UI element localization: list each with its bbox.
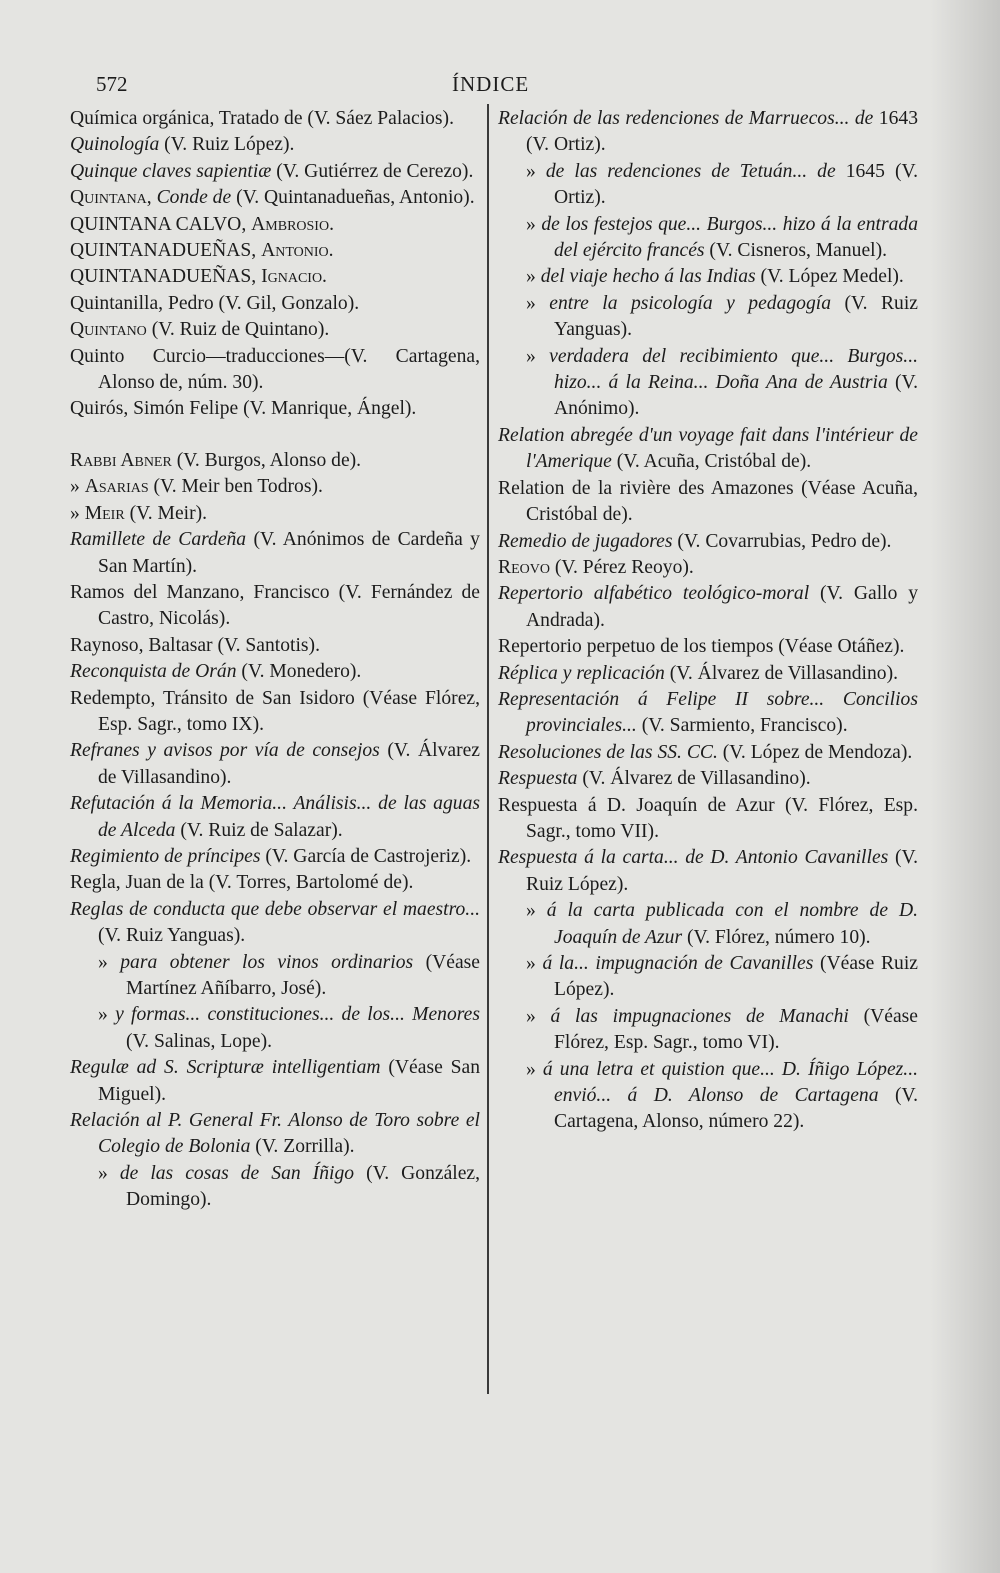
entry-text: (V. Anónimo). [554,372,918,420]
entry-text: Relation de la rivière des Amazones (Véase Acuña, Cristóbal de). [498,477,918,526]
entry-text: (V. Acuña, Cristóbal de). [611,451,812,473]
entry-text: QUINTANADUEÑAS, [70,266,262,288]
entry-text: Remedio de jugadores [498,530,673,552]
entry-text: (V. Álvarez de Villasandino). [577,768,811,790]
index-entry [70,185,480,211]
entry-text: Raynoso, Baltasar (V. Santotis). [70,634,320,656]
entry-text: » [70,502,85,524]
entry-text: de los festejos que... Burgos... hizo á la entrada del ejército francés [541,213,918,262]
entry-text: Conde de [156,187,232,209]
entry-text: Quintana, [70,187,152,209]
entry-text: entre la psicología y pedagogía [549,292,831,314]
index-entry [70,950,480,1003]
entry-text: (V. González, Domingo). [126,1162,480,1211]
index-entry [498,423,918,476]
index-entry [70,738,480,791]
index-entry [70,159,480,185]
index-entry [498,1004,918,1057]
entry-text: QUINTANADUEÑAS, [70,240,262,262]
entry-text: Quinque claves sapientiæ [70,160,272,182]
entry-text: de las redenciones de Tetuán... de [545,160,836,182]
entry-text: Quirós, Simón Felipe (V. Manrique, Ángel). [70,398,417,420]
index-entry [70,264,480,290]
entry-text: » [98,1162,120,1184]
entry-text: » [526,213,542,235]
entry-text: (V. Gutiérrez de Cerezo). [271,160,474,182]
entry-text: Rabbi Abner [70,449,172,471]
entry-text: (V. Monedero). [236,661,362,683]
index-entry [70,396,480,422]
index-entry [70,474,480,500]
entry-text: » [526,1058,543,1080]
index-entry [498,687,918,740]
entry-text: (V. Álvarez de Villasandino). [664,662,899,684]
index-entry [498,555,918,581]
entry-text: » [526,292,550,314]
entry-text: (V. Álvarez de Villasandino). [98,740,480,788]
index-entry [498,159,918,212]
entry-text: (V. Sarmiento, Francisco). [636,715,848,737]
entry-text: Relación al P. General Fr. Alonso de Toro sobre el Colegio de Bolonia [70,1110,480,1158]
entry-text: » [526,160,546,182]
entry-text: á la... impugnación de Cavanilles [542,953,814,974]
entry-text: Repertorio perpetuo de los tiempos (Véase Otáñez). [498,636,905,658]
entry-text: » [526,1005,551,1027]
index-entry [70,527,480,580]
index-entry [70,344,480,397]
index-entry [498,291,918,344]
entry-text: Réplica y replicación [498,662,665,684]
index-entry [70,317,480,343]
index-entry [70,844,480,870]
entry-text: Regimiento de príncipes [70,845,261,867]
entry-text: Regulæ ad S. Scripturæ intelligentiam [70,1057,381,1079]
index-entry [70,633,480,659]
index-entry [70,106,480,132]
index-entry [70,1161,480,1214]
entry-text: Respuesta [498,768,578,790]
index-entry [498,106,918,159]
entry-text: (V. Ruiz de Salazar). [175,819,343,841]
index-entry [70,870,480,896]
entry-text: Quintano [70,319,147,341]
index-column-right [498,106,918,1136]
index-entry [498,581,918,634]
entry-text: (Véase Ruiz López). [554,953,918,1001]
entry-text: Quintanilla, Pedro (V. Gil, Gonzalo). [70,292,360,314]
entry-text: (V. Flórez, número 10). [682,926,871,948]
entry-text: Resoluciones de las SS. CC. [498,741,718,763]
entry-text: (V. Ruiz de Quintano). [146,319,330,341]
index-entry [498,766,918,792]
index-entry [498,264,918,290]
entry-text: (V. Anónimos de Cardeña y San Martín). [98,529,480,577]
index-entry [70,448,480,474]
entry-text: (V. Pérez Reoyo). [549,556,694,578]
entry-text: Meir [84,502,125,524]
entry-text: » [526,953,543,974]
entry-text: á una letra et quistion que... D. Íñigo López... envió... á D. Alonso de Cartagena [542,1058,918,1107]
index-entry [498,793,918,846]
entry-text: Reconquista de Orán [70,661,237,683]
entry-text: Refutación á la Memoria... Análisis... de las aguas de Alceda [70,793,480,841]
index-entry [498,476,918,529]
index-entry [70,897,480,950]
index-entry [70,686,480,739]
entry-text: (V. Covarrubias, Pedro de). [672,530,892,552]
index-entry [70,212,480,238]
index-entry [498,951,918,1004]
entry-text: (V. López de Mendoza). [717,741,913,763]
index-column-left [70,106,480,1214]
column-divider [487,104,489,1394]
index-entry [70,132,480,158]
index-entry [70,501,480,527]
index-entry [70,580,480,633]
entry-text: (V. Quintanadueñas, Antonio). [231,187,475,209]
entry-text: á las impugnaciones de Manachi [550,1005,849,1027]
index-entry [70,1055,480,1108]
entry-text: (V. Gallo y Andrada). [526,583,919,631]
entry-text: 1645 (V. Ortiz). [554,160,918,209]
entry-text: Refranes y avisos por vía de consejos [70,740,380,762]
index-entry [70,1002,480,1055]
entry-text: para obtener los vinos ordinarios [120,951,414,973]
page-edge-shadow [930,0,1000,1573]
entry-text: Reovo [498,556,550,578]
entry-text: (V. Ruiz López). [526,847,918,895]
index-entry [498,529,918,555]
entry-text: Relación de las redenciones de Marruecos... de [498,108,874,129]
entry-text: (V. Cisneros, Manuel). [704,240,888,262]
entry-text: (V. Burgos, Alonso de). [171,449,362,471]
entry-text: (V. García de Castrojeriz). [260,845,472,867]
entry-text: Ramos del Manzano, Francisco (V. Fernández de Castro, Nicolás). [70,581,480,630]
index-entry [70,791,480,844]
entry-text: Ramillete de Cardeña [70,529,247,551]
entry-text: » [98,951,121,973]
entry-text: Ambrosio. [251,213,334,235]
entry-text: y formas... constituciones... de los... Menores [115,1004,480,1026]
entry-text: de las cosas de San Íñigo [119,1162,355,1184]
entry-text: Reglas de conducta que debe observar el maestro... [70,898,480,920]
entry-text: Química orgánica, Tratado de (V. Sáez Palacios). [70,108,454,129]
entry-text: Quinología [70,134,160,156]
entry-text: Relation abregée d'un voyage fait dans l'intérieur de l'Amerique [498,424,918,473]
entry-text: Redempto, Tránsito de San Isidoro (Véase Flórez, Esp. Sagr., tomo IX). [70,687,480,735]
entry-text: (V. López Medel). [755,266,904,288]
index-entry [498,212,918,265]
entry-text: » [70,476,85,498]
index-entry [70,1108,480,1161]
entry-text: QUINTANA CALVO, [70,213,252,235]
index-entry [498,845,918,898]
entry-text: Representación á Felipe II sobre... Concilios provinciales... [498,688,918,737]
entry-text: á la carta publicada con el nombre de D. Joaquín de Azur [546,900,919,948]
entry-text: Regla, Juan de la (V. Torres, Bartolomé de). [70,872,414,894]
entry-text: (V. Ruiz Yanguas). [98,925,246,947]
entry-text: (Véase Martínez Añíbarro, José). [126,951,480,999]
entry-text: Quinto Curcio—traducciones—(V. Cartagena, Alonso de, núm. 30). [70,345,480,394]
entry-text: » [526,345,550,367]
page-number: 572 [96,72,128,96]
entry-text: Ignacio. [261,266,327,288]
entry-text: Antonio. [261,240,334,262]
entry-text: » [526,266,541,288]
entry-text: (V. Salinas, Lope). [126,1030,273,1052]
index-entry [498,661,918,687]
index-entry [498,740,918,766]
entry-text: (V. Ruiz López). [159,134,295,156]
entry-text: » [98,1004,116,1026]
index-entry [498,634,918,660]
index-entry [70,238,480,264]
entry-text: Repertorio alfabético teológico-moral [498,583,810,605]
entry-text: verdadera del recibimiento que... Burgos... hizo... á la Reina... Doña Ana de Austria [549,345,918,394]
entry-text: (V. Zorrilla). [250,1136,355,1158]
entry-text: (V. Meir ben Todros). [148,476,323,498]
index-entry [70,659,480,685]
index-entry [70,291,480,317]
entry-text: » [526,900,547,922]
index-entry [498,1057,918,1136]
index-entry [498,898,918,951]
entry-text: (Véase Flórez, Esp. Sagr., tomo VI). [554,1005,918,1054]
running-title: ÍNDICE [452,72,530,96]
index-entry [498,344,918,423]
entry-text: (V. Meir). [124,502,208,524]
entry-text: (Véase San Miguel). [98,1057,480,1105]
entry-text: Respuesta á la carta... de D. Antonio Cavanilles [498,847,889,869]
entry-text: (V. Ruiz Yanguas). [554,292,918,341]
entry-text: del viaje hecho á las Indias [540,266,756,288]
entry-text: 1643 (V. Ortiz). [526,108,918,156]
entry-text: Respuesta á D. Joaquín de Azur (V. Flórez, Esp. Sagr., tomo VII). [498,794,918,842]
entry-text: (V. Cartagena, Alonso, número 22). [554,1085,918,1133]
entry-text: Asarias [84,476,149,498]
